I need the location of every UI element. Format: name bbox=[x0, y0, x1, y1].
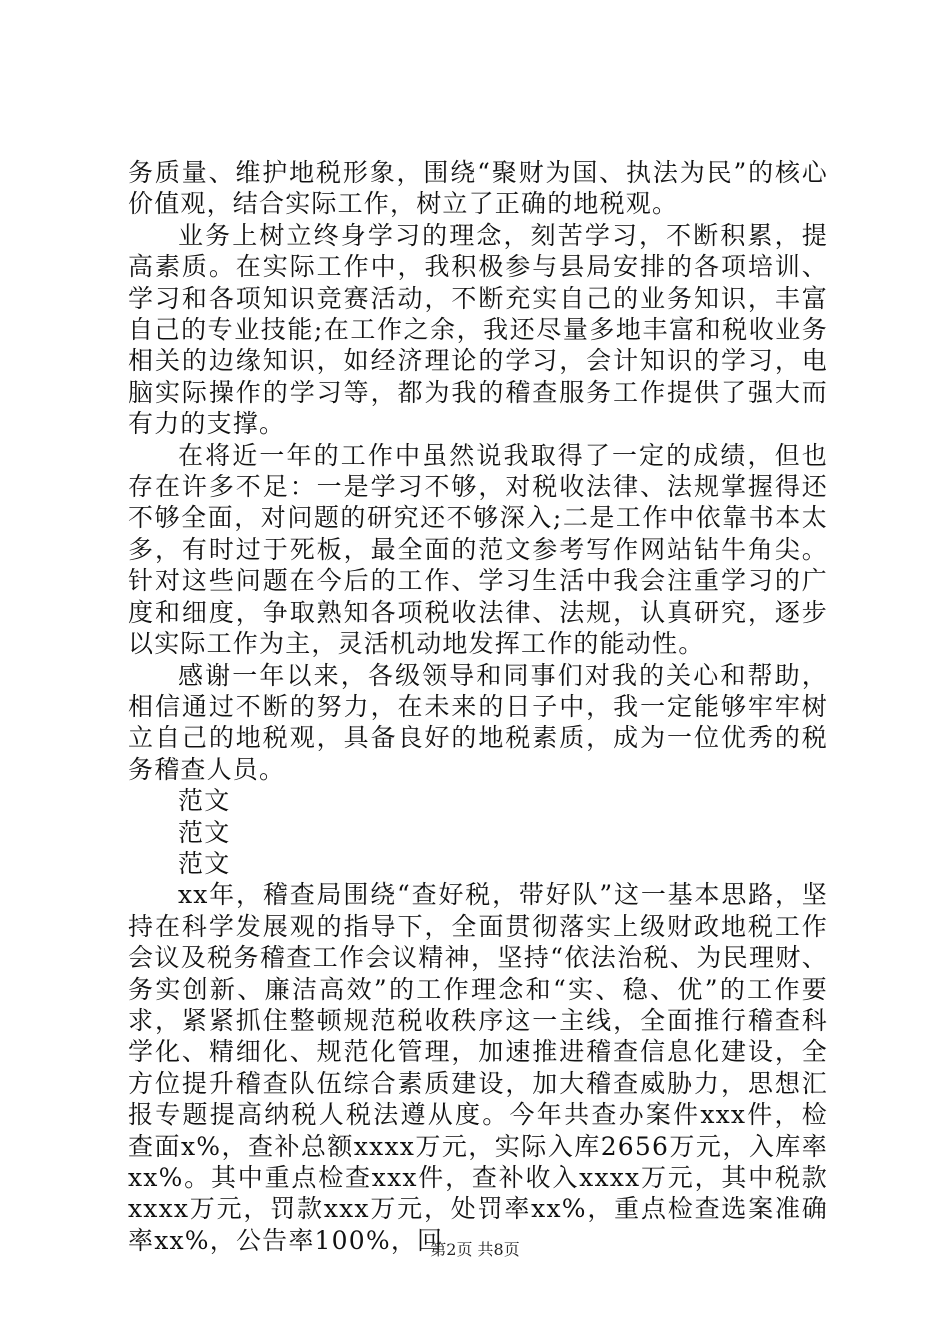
paragraph-2: 业务上树立终身学习的理念，刻苦学习，不断积累，提高素质。在实际工作中，我积极参与县局安排的各项培训、学习和各项知识竞赛活动，不断充实自己的业务知识，丰富自己的专业技能;在工作之余，我还尽量多地丰富和税收业务相关的边缘知识，如经济理论的学习，会计知识的学习，电脑实际操作的学习等，都为我的稽查服务工作提供了强大而有力的支撑。 bbox=[128, 220, 828, 439]
document-body bbox=[128, 157, 828, 1256]
paragraph-3: 在将近一年的工作中虽然说我取得了一定的成绩，但也存在许多不足：一是学习不够，对税收法律、法规掌握得还不够全面，对问题的研究还不够深入;二是工作中依靠书本太多，有时过于死板，最全面的范文参考写作网站钻牛角尖。针对这些问题在今后的工作、学习生活中我会注重学习的广度和细度，争取熟知各项税收法律、法规，认真研究，逐步以实际工作为主，灵活机动地发挥工作的能动性。 bbox=[128, 440, 828, 659]
paragraph-7: 范文 bbox=[178, 848, 231, 878]
paragraph-4: 感谢一年以来，各级领导和同事们对我的关心和帮助，相信通过不断的努力，在未来的日子中，我一定能够牢牢树立自己的地税观，具备良好的地税素质，成为一位优秀的税务稽查人员。 bbox=[128, 660, 828, 784]
paragraph-5: 范文 bbox=[178, 786, 231, 816]
page-footer: 第2页 共8页 bbox=[430, 1240, 520, 1259]
paragraph-1: 务质量、维护地税形象，围绕“聚财为国、执法为民”的核心价值观，结合实际工作，树立了正确的地税观。 bbox=[128, 158, 828, 219]
paragraph-6: 范文 bbox=[178, 817, 231, 847]
paragraph-8: xx年，稽查局围绕“查好税，带好队”这一基本思路，坚持在科学发展观的指导下，全面贯彻落实上级财政地税工作会议及税务稽查工作会议精神，坚持“依法治税、为民理财、务实创新、廉洁高效”的工作理念和“实、稳、优”的工作要求，紧紧抓住整顿规范税收秩序这一主线，全面推行稽查科学化、精细化、规范化管理，加速推进稽查信息化建设，全方位提升稽查队伍综合素质建设，加大稽查威胁力，思想汇报专题提高纳税人税法遵从度。今年共查办案件xxx件，检查面x%，查补总额xxxx万元，实际入库2656万元，入库率xx%。其中重点检查xxx件，查补收入xxxx万元，其中税款xxxx万元，罚款xxx万元，处罚率xx%，重点检查选案准确率xx%，公告率100%，回 bbox=[128, 880, 828, 1255]
